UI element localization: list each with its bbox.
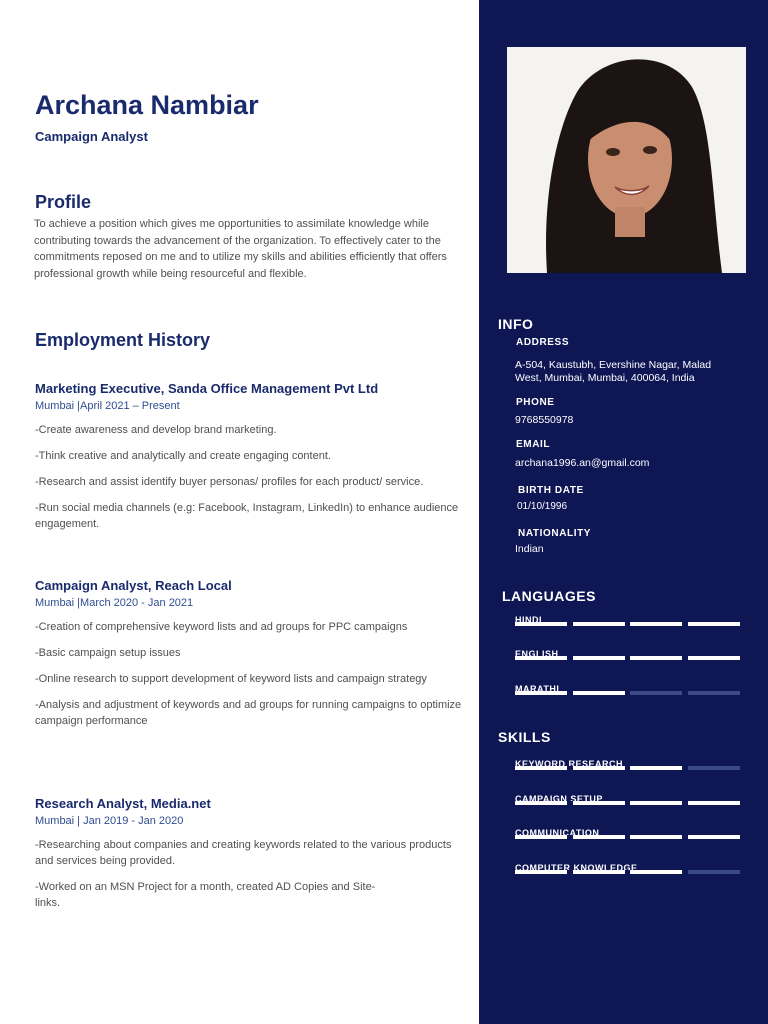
birth-date-label: BIRTH DATE xyxy=(518,485,584,496)
job-bullet: -Research and assist identify buyer personas/ profiles for each product/ service. xyxy=(35,476,424,488)
job-bullet: -Worked on an MSN Project for a month, created AD Copies and Site-links. xyxy=(35,881,376,909)
skill-label: COMMUNICATION xyxy=(515,828,600,835)
job-bullet: -Online research to support development of keyword lists and campaign strategy xyxy=(35,673,427,685)
employment-heading: Employment History xyxy=(35,330,211,350)
rating-segment-filled xyxy=(515,622,567,626)
rating-segment-filled xyxy=(630,622,682,626)
rating-segment-empty xyxy=(688,870,740,874)
rating-segment-empty xyxy=(688,691,740,695)
rating-segment-filled xyxy=(630,801,682,805)
rating-segment-filled xyxy=(688,801,740,805)
portrait-image xyxy=(507,47,746,273)
rating-segment-filled xyxy=(688,622,740,626)
rating-segment-filled xyxy=(515,766,567,770)
info-heading: INFO xyxy=(498,316,534,332)
rating-segment-filled xyxy=(688,835,740,839)
profile-photo xyxy=(507,47,746,273)
rating-segment-filled xyxy=(573,656,625,660)
job-meta: Mumbai |March 2020 - Jan 2021 xyxy=(35,597,194,609)
rating-segment-filled xyxy=(515,691,567,695)
job-bullet: -Analysis and adjustment of keywords and ad groups for running campaigns to optimize campaign performance xyxy=(35,699,462,727)
job-entry xyxy=(35,381,465,542)
rating-segment-filled xyxy=(573,801,625,805)
email-label: EMAIL xyxy=(516,439,551,450)
rating-segment-filled xyxy=(630,766,682,770)
language-label: HINDI xyxy=(515,615,542,622)
rating-segment-filled xyxy=(515,801,567,805)
job-title: Research Analyst, Media.net xyxy=(35,796,211,811)
job-bullet: -Create awareness and develop brand marketing. xyxy=(35,424,277,436)
email-value: archana1996.an@gmail.com xyxy=(515,457,650,469)
rating-segment-empty xyxy=(688,766,740,770)
job-entry xyxy=(35,578,465,739)
job-title: Campaign Analyst, Reach Local xyxy=(35,578,232,593)
rating-segment-empty xyxy=(630,691,682,695)
rating-segment-filled xyxy=(630,835,682,839)
address-line-2: West, Mumbai, Mumbai, 400064, India xyxy=(515,372,695,384)
languages-heading: LANGUAGES xyxy=(502,588,596,604)
nationality-label: NATIONALITY xyxy=(518,528,592,539)
rating-segment-filled xyxy=(515,656,567,660)
address-line-1: A-504, Kaustubh, Evershine Nagar, Malad xyxy=(515,359,712,371)
phone-label: PHONE xyxy=(516,397,555,408)
job-title: Marketing Executive, Sanda Office Management Pvt Ltd xyxy=(35,381,379,396)
language-label: ENGLISH xyxy=(515,649,559,656)
rating-segment-filled xyxy=(573,622,625,626)
job-meta: Mumbai |April 2021 – Present xyxy=(35,400,180,412)
rating-segment-filled xyxy=(573,835,625,839)
rating-segment-filled xyxy=(573,766,625,770)
skill-label: CAMPAIGN SETUP xyxy=(515,794,603,801)
job-entry xyxy=(35,796,465,921)
rating-segment-filled xyxy=(573,691,625,695)
job-meta: Mumbai | Jan 2019 - Jan 2020 xyxy=(35,815,184,827)
rating-segment-filled xyxy=(630,656,682,660)
job-bullet: -Basic campaign setup issues xyxy=(35,647,181,659)
candidate-title: Campaign Analyst xyxy=(35,129,148,144)
candidate-name: Archana Nambiar xyxy=(35,90,259,120)
skill-label: KEYWORD RESEARCH xyxy=(515,759,624,766)
birth-date-value: 01/10/1996 xyxy=(517,501,568,512)
address-label: ADDRESS xyxy=(516,337,570,348)
job-bullet: -Researching about companies and creating keywords related to the various products and services being provided. xyxy=(35,839,452,867)
rating-segment-filled xyxy=(515,835,567,839)
profile-heading: Profile xyxy=(35,192,92,212)
rating-segment-filled xyxy=(630,870,682,874)
nationality-value: Indian xyxy=(515,543,544,555)
language-label: MARATHI xyxy=(515,684,560,691)
job-bullet: -Think creative and analytically and create engaging content. xyxy=(35,450,331,462)
skills-heading: SKILLS xyxy=(498,729,551,745)
phone-value: 9768550978 xyxy=(515,414,574,426)
job-bullet: -Run social media channels (e.g: Facebook, Instagram, LinkedIn) to enhance audience engagement. xyxy=(35,502,459,530)
job-bullet: -Creation of comprehensive keyword lists and ad groups for PPC campaigns xyxy=(35,621,408,633)
rating-segment-filled xyxy=(688,656,740,660)
rating-segment-filled xyxy=(573,870,625,874)
rating-segment-filled xyxy=(515,870,567,874)
skill-label: COMPUTER KNOWLEDGE xyxy=(515,863,638,870)
profile-text: To achieve a position which gives me opportunities to assimilate knowledge while contributing towards the advancement of the organization. To effectively cater to the commitments reposed on me and to utilize my skills and abilities efficiently that offers professional growth while being resourceful and flexible. xyxy=(34,218,447,280)
